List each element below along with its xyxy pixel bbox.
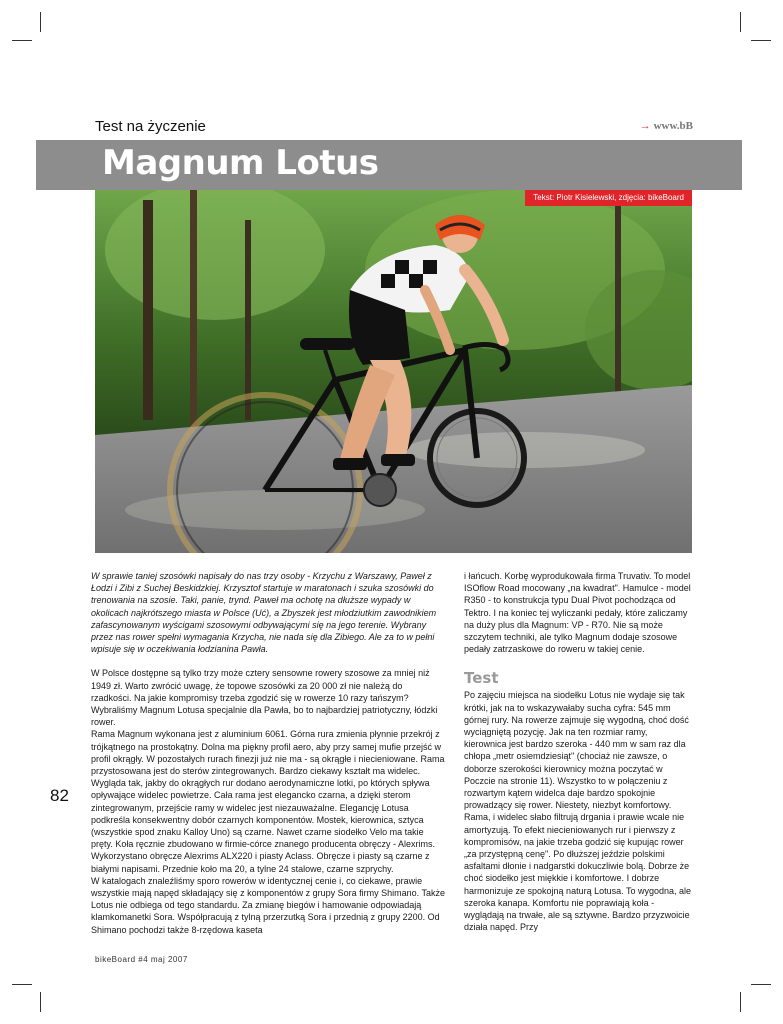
crop-mark — [12, 984, 32, 985]
page-number: 82 — [50, 786, 69, 805]
article-column-left — [91, 570, 445, 948]
article-paragraph: Rama Magnum wykonana jest z aluminium 6061. Górna rura zmienia płynnie przekrój z trójkątnego na prostokątny. Dolna ma piękny profil aero, aby przy samej mufie przejść w profil okrągły. W pozostałych rurach finezji już nie ma - są okrągłe i niecieniowane. Rama przystosowana jest do sterów zintegrowanych. Bardzo ciekawy kształt ma widelec. Wygląda tak, jakby do okrągłych rur dodano aerodynamiczne lotki, po których spływa opływające widelec powietrze. Cała rama jest elegancko czarna, a dzięki sterom zintegrowanym, przejście ramy w widelec jest niezauważalne. Elegancję Lotusa podkreśla konsekwentny dobór czarnych komponentów. Mostek, kierownica, sztyca (wszystkie spod znaku Kalloy Uno) są czarne. Nawet czarne siodełko Velo ma takie pręty. Koła ręcznie zbudowano w firmie-córce znanego producenta obręczy - Alexrims. Wykorzystano obręcze Alexrims ALX220 i piasty Aclass. Obręcze i piasty są czarne z białymi napisami. Przednie koło ma 20, a tylne 24 stalowe, czarne szprychy. — [91, 729, 445, 874]
article-paragraph: i łańcuch. Korbę wyprodukowała firma Truvativ. To model ISOflow Road mocowany „na kwadrat". Hamulce - model R350 - to konstrukcja typu Dual Pivot pochodząca od Tektro. I na koniec tej wyliczanki pedały, które zaliczamy na duży plus dla Magnum: VP - R70. Nie są może szczytem techniki, ale tylko Magnum dodaje szosowe pedały zatrzaskowe do roweru w takiej cenie. — [464, 571, 691, 655]
article-paragraph: W Polsce dostępne są tylko trzy może cztery sensowne rowery szosowe za mniej niż 1949 zł. Warto zwrócić uwagę, że topowe szosówki za 20 000 zł nie należą do rzadkości. Na jakie kompromisy trzeba zgodzić się w rowerze 10 razy tańszym? Wybraliśmy Magnum Lotusa specjalnie dla Pawła, bo to najbardziej patriotyczny, łódzki rower. — [91, 668, 438, 728]
crop-mark — [740, 12, 741, 32]
article-paragraph: W katalogach znaleźliśmy sporo rowerów w identycznej cenie i, co ciekawe, prawie wszystkie mają napęd składający się z komponentów z grupy Sora firmy Shimano. Także Lotus nie odbiega od tego standardu. Za zmianę biegów i hamowanie odpowiadają klamkomanetki Sora. Współpracują z tylną przerzutką Sora i przednią z grupy 2200. Od Shimano pochodzi także 8-rzędowa kaseta — [91, 875, 445, 935]
crop-mark — [751, 984, 771, 985]
crop-mark — [40, 992, 41, 1012]
article-column-right — [464, 570, 692, 945]
hero-photo — [95, 190, 692, 553]
article-paragraph: Po zajęciu miejsca na siodełku Lotus nie wydaje się tak krótki, jak na to wskazywałaby sucha cyfra: 545 mm górnej rury. Na rowerze zajmuje się wygodną, choć dość wyciągniętą pozycję. Jak na ten rozmiar ramy, kierownica jest bardzo szeroka - 440 mm w sam raz dla chłopa „metr osiemdziesiąt" (chociaż nie zawsze, o doborze szerokości kierownicy można poczytać w Poczcie na stronie 11). Wszystko to w połączeniu z rozwartym kątem widelca daje bardzo spokojnie prowadzący się rower. Niestety, niezbyt komfortowy. Rama, i widelec słabo filtrują drgania i prawie wcale nie amortyzują. To efekt niecieniowanych rur i pierwszy z kompromisów, na jakie trzeba godzić się kupując rower „za przystępną cenę". Po dłuższej jeździe polskimi asfaltami dłonie i nadgarstki dokuczliwie bolą. Dobrze że choć siodełko jest miękkie i komfortowe. I dobrze harmonizuje ze spokojną naturą Lotusa. To wygodna, ale szeroka kanapa. Komfortu nie poprawiają koła - wyglądają na trwałe, ale są sztywne. Bardzo przyzwoicie działa napęd. Przy — [464, 690, 691, 933]
section-title: Test na życzenie — [95, 118, 206, 135]
arrow-icon: → — [639, 120, 651, 132]
article-title: Magnum Lotus — [102, 143, 379, 183]
article-lead: W sprawie taniej szosówki napisały do nas trzy osoby - Krzychu z Warszawy, Paweł z Łodzi i Zibi z Suchej Beskidzkiej. Krzysztof startuje w maratonach i szuka szosówki do trenowania na szosie. Taki, panie, trynd. Paweł ma ochotę na dłuższe wypady w okolicach najkrótszego miasta w Polsce (Uć), a Zbyszek jest młodziutkim zawodnikiem zafascynowanym wyścigami szosowymi odbywającymi się na jego terenie. Wybrany przez nas rower spełni wymagania Krzycha, nie nada się dla Zibiego. Ale za to w pełni wpisuje się w oczekiwania łodzianina Pawła. — [91, 571, 437, 655]
title-bar — [36, 140, 742, 190]
crop-mark — [740, 992, 741, 1012]
crop-mark — [12, 40, 32, 41]
crop-mark — [751, 40, 771, 41]
photo-credit: Tekst: Piotr Kisielewski, zdjęcia: bikeBoard — [525, 190, 692, 206]
footer-issue: bikeBoard #4 maj 2007 — [95, 955, 188, 964]
site-logo-text: www.bB — [653, 120, 693, 132]
crop-mark — [40, 12, 41, 32]
site-logo — [640, 120, 693, 132]
cyclist-illustration — [95, 190, 692, 553]
test-subheading: Test — [464, 669, 499, 688]
